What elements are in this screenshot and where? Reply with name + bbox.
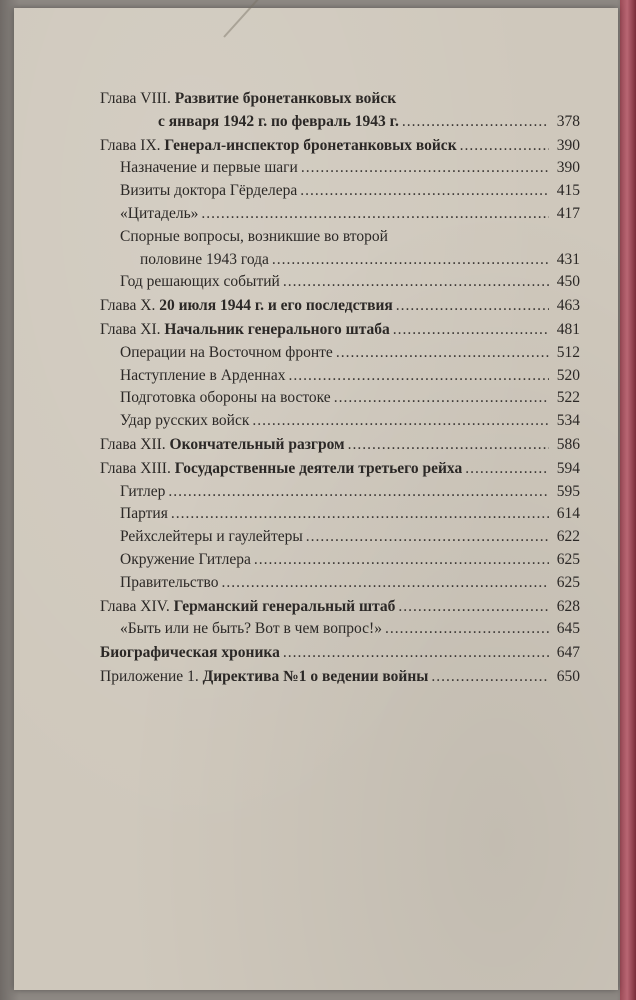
toc-entry (100, 342, 580, 365)
toc-entry-label (120, 481, 165, 504)
toc-entry-label (120, 342, 333, 365)
book-cover-edge (620, 0, 636, 1000)
toc-entry-label (120, 387, 331, 410)
toc-entry-label (120, 157, 298, 180)
dot-leader (171, 503, 549, 526)
toc-entry-prefix: Глава IX. (100, 136, 165, 154)
toc-entry-label (100, 135, 457, 158)
toc-page-number: 647 (556, 644, 580, 662)
dot-leader (334, 387, 549, 410)
toc-page-number: 595 (556, 482, 580, 500)
toc-entry-prefix: Приложение 1. (100, 667, 203, 685)
toc-page-number: 378 (556, 112, 580, 130)
toc-entry-label (100, 666, 428, 689)
toc-entry (100, 549, 580, 572)
toc-entry-title: Начальник генерального штаба (164, 320, 390, 338)
dot-leader (283, 642, 549, 665)
dot-leader (252, 410, 549, 433)
toc-page-number: 390 (556, 136, 580, 154)
dot-leader (348, 434, 549, 457)
toc-entry-label (140, 249, 269, 272)
dot-leader (460, 135, 549, 158)
toc-entry-label (100, 295, 393, 318)
toc-entry-title: Визиты доктора Гёрделера (120, 182, 298, 200)
dot-leader (402, 111, 549, 134)
toc-entry-title: Рейхслейтеры и гаулейтеры (120, 528, 303, 546)
toc-entry-title: Государственные деятели третьего рейха (174, 459, 463, 477)
toc-entry (100, 319, 580, 342)
book-page (14, 8, 618, 990)
toc-entry-label (100, 434, 345, 457)
toc-entry-title: Биографическая хроника (100, 644, 280, 662)
dot-leader (254, 549, 549, 572)
toc-entry-title: половине 1943 года (140, 250, 269, 268)
toc-entry-prefix: Глава XIV. (100, 597, 174, 615)
dot-leader (272, 249, 549, 272)
toc-entry-title: Гитлер (120, 482, 166, 500)
toc-entry (100, 618, 580, 641)
toc-page-number: 534 (556, 412, 580, 430)
toc-page-number: 431 (556, 250, 580, 268)
toc-entry-prefix: Глава VIII. (100, 90, 175, 107)
toc-entry-title: Удар русских войск (120, 412, 250, 430)
toc-entry (100, 135, 580, 158)
toc-entry-title: Генерал-инспектор бронетанковых войск (164, 136, 457, 154)
toc-page-number: 625 (556, 573, 580, 591)
toc-page-number: 512 (556, 343, 580, 361)
toc-entry (100, 642, 580, 665)
toc-entry-prefix: Глава XII. (100, 435, 170, 453)
dot-leader (222, 572, 549, 595)
dot-leader (431, 666, 549, 689)
toc-entry-title: Правительство (120, 573, 219, 591)
toc-page-number: 520 (556, 366, 580, 384)
toc-page-number: 622 (556, 528, 580, 546)
toc-page-number: 450 (556, 273, 580, 291)
toc-entry (100, 503, 580, 526)
dot-leader (201, 203, 549, 226)
toc-entry-title: Германский генеральный штаб (173, 597, 396, 615)
toc-entry-title: «Быть или не быть? Вот в чем вопрос!» (120, 620, 382, 638)
table-of-contents (100, 88, 580, 689)
toc-entry-label (100, 319, 390, 342)
toc-entry-label (100, 88, 396, 111)
toc-entry (100, 666, 580, 689)
toc-entry (100, 572, 580, 595)
dot-leader (301, 157, 549, 180)
toc-entry-title: Операции на Восточном фронте (120, 343, 333, 361)
dot-leader (393, 319, 549, 342)
toc-entry-label (120, 180, 297, 203)
toc-entry (100, 226, 580, 249)
toc-entry-label (158, 111, 399, 134)
toc-entry (100, 180, 580, 203)
toc-entry-title: Окончательный разгром (169, 435, 345, 453)
toc-entry (100, 249, 580, 272)
toc-entry-label (120, 410, 249, 433)
toc-entry (100, 295, 580, 318)
dot-leader (306, 526, 549, 549)
toc-page-number: 594 (556, 459, 580, 477)
toc-entry-label (120, 271, 280, 294)
toc-entry-prefix: Глава XI. (100, 320, 165, 338)
toc-entry (100, 203, 580, 226)
dot-leader (300, 180, 549, 203)
toc-page-number: 625 (556, 550, 580, 568)
toc-entry-label (120, 203, 198, 226)
toc-page-number: 586 (556, 435, 580, 453)
toc-entry (100, 434, 580, 457)
toc-entry-title: Подготовка обороны на востоке (120, 389, 331, 407)
toc-page-number: 415 (556, 182, 580, 200)
toc-entry (100, 481, 580, 504)
dot-leader (396, 295, 549, 318)
toc-entry-title: Спорные вопросы, возникшие во второй (120, 227, 388, 245)
toc-entry (100, 111, 580, 134)
toc-page-number: 463 (556, 297, 580, 315)
dot-leader (283, 271, 549, 294)
toc-entry-title: 20 июля 1944 г. и его последствия (159, 297, 393, 315)
toc-entry (100, 157, 580, 180)
toc-entry-title: Наступление в Арденнах (120, 366, 286, 384)
toc-entry-prefix: Глава XIII. (100, 459, 175, 477)
dot-leader (398, 596, 549, 619)
toc-entry-label (100, 458, 462, 481)
dot-leader (465, 458, 549, 481)
toc-entry-title: Директива №1 о ведении войны (202, 667, 429, 685)
toc-page-number: 628 (556, 597, 580, 615)
toc-page-number: 645 (556, 620, 580, 638)
toc-entry (100, 387, 580, 410)
dot-leader (336, 342, 549, 365)
dot-leader (288, 365, 549, 388)
toc-entry (100, 271, 580, 294)
toc-page-number: 481 (556, 320, 580, 338)
dot-leader (385, 618, 549, 641)
toc-entry-label (120, 503, 168, 526)
toc-entry-title: Назначение и первые шаги (120, 159, 298, 177)
toc-entry (100, 526, 580, 549)
toc-entry-label (100, 596, 395, 619)
toc-entry-prefix: Глава X. (100, 297, 160, 315)
toc-entry-label (120, 618, 382, 641)
toc-entry-title: с января 1942 г. по февраль 1943 г. (158, 112, 399, 130)
toc-entry-title: «Цитадель» (120, 204, 199, 222)
toc-page-number: 417 (556, 204, 580, 222)
toc-page-number: 614 (556, 505, 580, 523)
toc-entry-title: Год решающих событий (120, 273, 280, 291)
toc-entry-label (100, 642, 280, 665)
toc-page-number: 390 (556, 159, 580, 177)
toc-entry-title: Развитие бронетанковых войск (174, 90, 397, 107)
toc-entry (100, 410, 580, 433)
toc-entry-label (120, 226, 388, 249)
toc-page-number: 522 (556, 389, 580, 407)
toc-entry-label (120, 365, 285, 388)
toc-entry (100, 88, 580, 111)
toc-entry-label (120, 526, 303, 549)
toc-entry (100, 365, 580, 388)
toc-entry (100, 596, 580, 619)
dot-leader (168, 481, 549, 504)
toc-entry (100, 458, 580, 481)
toc-page-number: 650 (556, 667, 580, 685)
toc-entry-title: Окружение Гитлера (120, 550, 251, 568)
toc-entry-label (120, 549, 251, 572)
toc-entry-title: Партия (120, 505, 168, 523)
toc-entry-label (120, 572, 219, 595)
